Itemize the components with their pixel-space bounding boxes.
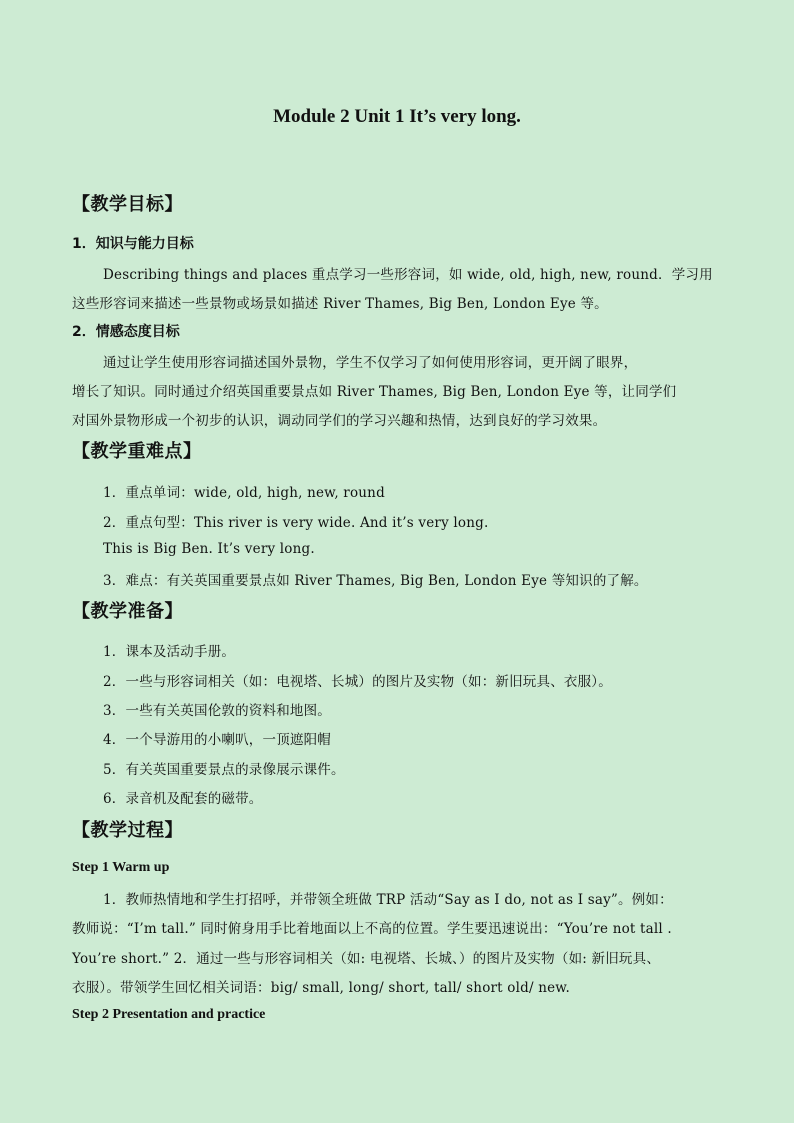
list-item: 2．一些与形容词相关（如：电视塔、长城）的图片及实物（如：新旧玩具、衣服）。: [103, 674, 612, 690]
list-item: 3．难点：有关英国重要景点如 River Thames, Big Ben, London Eye 等知识的了解。: [103, 573, 648, 589]
step-heading: Step 1 Warm up: [72, 860, 170, 875]
list-item: 5．有关英国重要景点的录像展示课件。: [103, 762, 345, 778]
subheading-knowledge: 1．知识与能力目标: [72, 236, 194, 252]
paragraph-line: 对国外景物形成一个初步的认识，调动同学们的学习兴趣和热情，达到良好的学习效果。: [72, 413, 607, 429]
list-item: 1．重点单词：wide, old, high, new, round: [103, 485, 385, 501]
paragraph-line: 这些形容词来描述一些景物或场景如描述 River Thames, Big Ben, London Eye 等。: [72, 296, 608, 312]
section-heading-key-points: 【教学重难点】: [72, 441, 202, 462]
list-item: This is Big Ben. It’s very long.: [103, 541, 315, 557]
paragraph-line: You’re short.” 2．通过一些与形容词相关（如: 电视塔、长城、）的图片及实物（如: 新旧玩具、: [72, 951, 661, 967]
section-heading-preparation: 【教学准备】: [72, 601, 183, 622]
paragraph-line: 衣服）。带领学生回忆相关词语：big/ small, long/ short, tall/ short old/ new.: [72, 980, 570, 996]
section-heading-process: 【教学过程】: [72, 820, 183, 841]
list-item: 6．录音机及配套的磁带。: [103, 791, 263, 807]
page-title: Module 2 Unit 1 It’s very long.: [273, 106, 521, 127]
subheading-attitude: 2．情感态度目标: [72, 324, 180, 340]
paragraph-line: Describing things and places 重点学习一些形容词，如 wide, old, high, new, round．学习用: [103, 267, 713, 283]
paragraph-line: 1．教师热情地和学生打招呼，并带领全班做 TRP 活动“Say as I do, not as I say”。例如：: [103, 892, 673, 908]
paragraph-line: 增长了知识。同时通过介绍英国重要景点如 River Thames, Big Ben, London Eye 等，让同学们: [72, 384, 677, 400]
paragraph-line: 通过让学生使用形容词描述国外景物，学生不仅学习了如何使用形容词，更开阔了眼界，: [103, 355, 638, 371]
paragraph-line: 教师说：“I’m tall.” 同时俯身用手比着地面以上不高的位置。学生要迅速说出：“You’re not tall .: [72, 921, 672, 937]
step-heading: Step 2 Presentation and practice: [72, 1007, 266, 1022]
list-item: 3．一些有关英国伦敦的资料和地图。: [103, 703, 331, 719]
list-item: 2．重点句型：This river is very wide. And it’s very long.: [103, 515, 489, 531]
section-heading-objectives: 【教学目标】: [72, 194, 183, 215]
list-item: 1．课本及活动手册。: [103, 644, 236, 660]
list-item: 4．一个导游用的小喇叭，一顶遮阳帽: [103, 732, 331, 748]
